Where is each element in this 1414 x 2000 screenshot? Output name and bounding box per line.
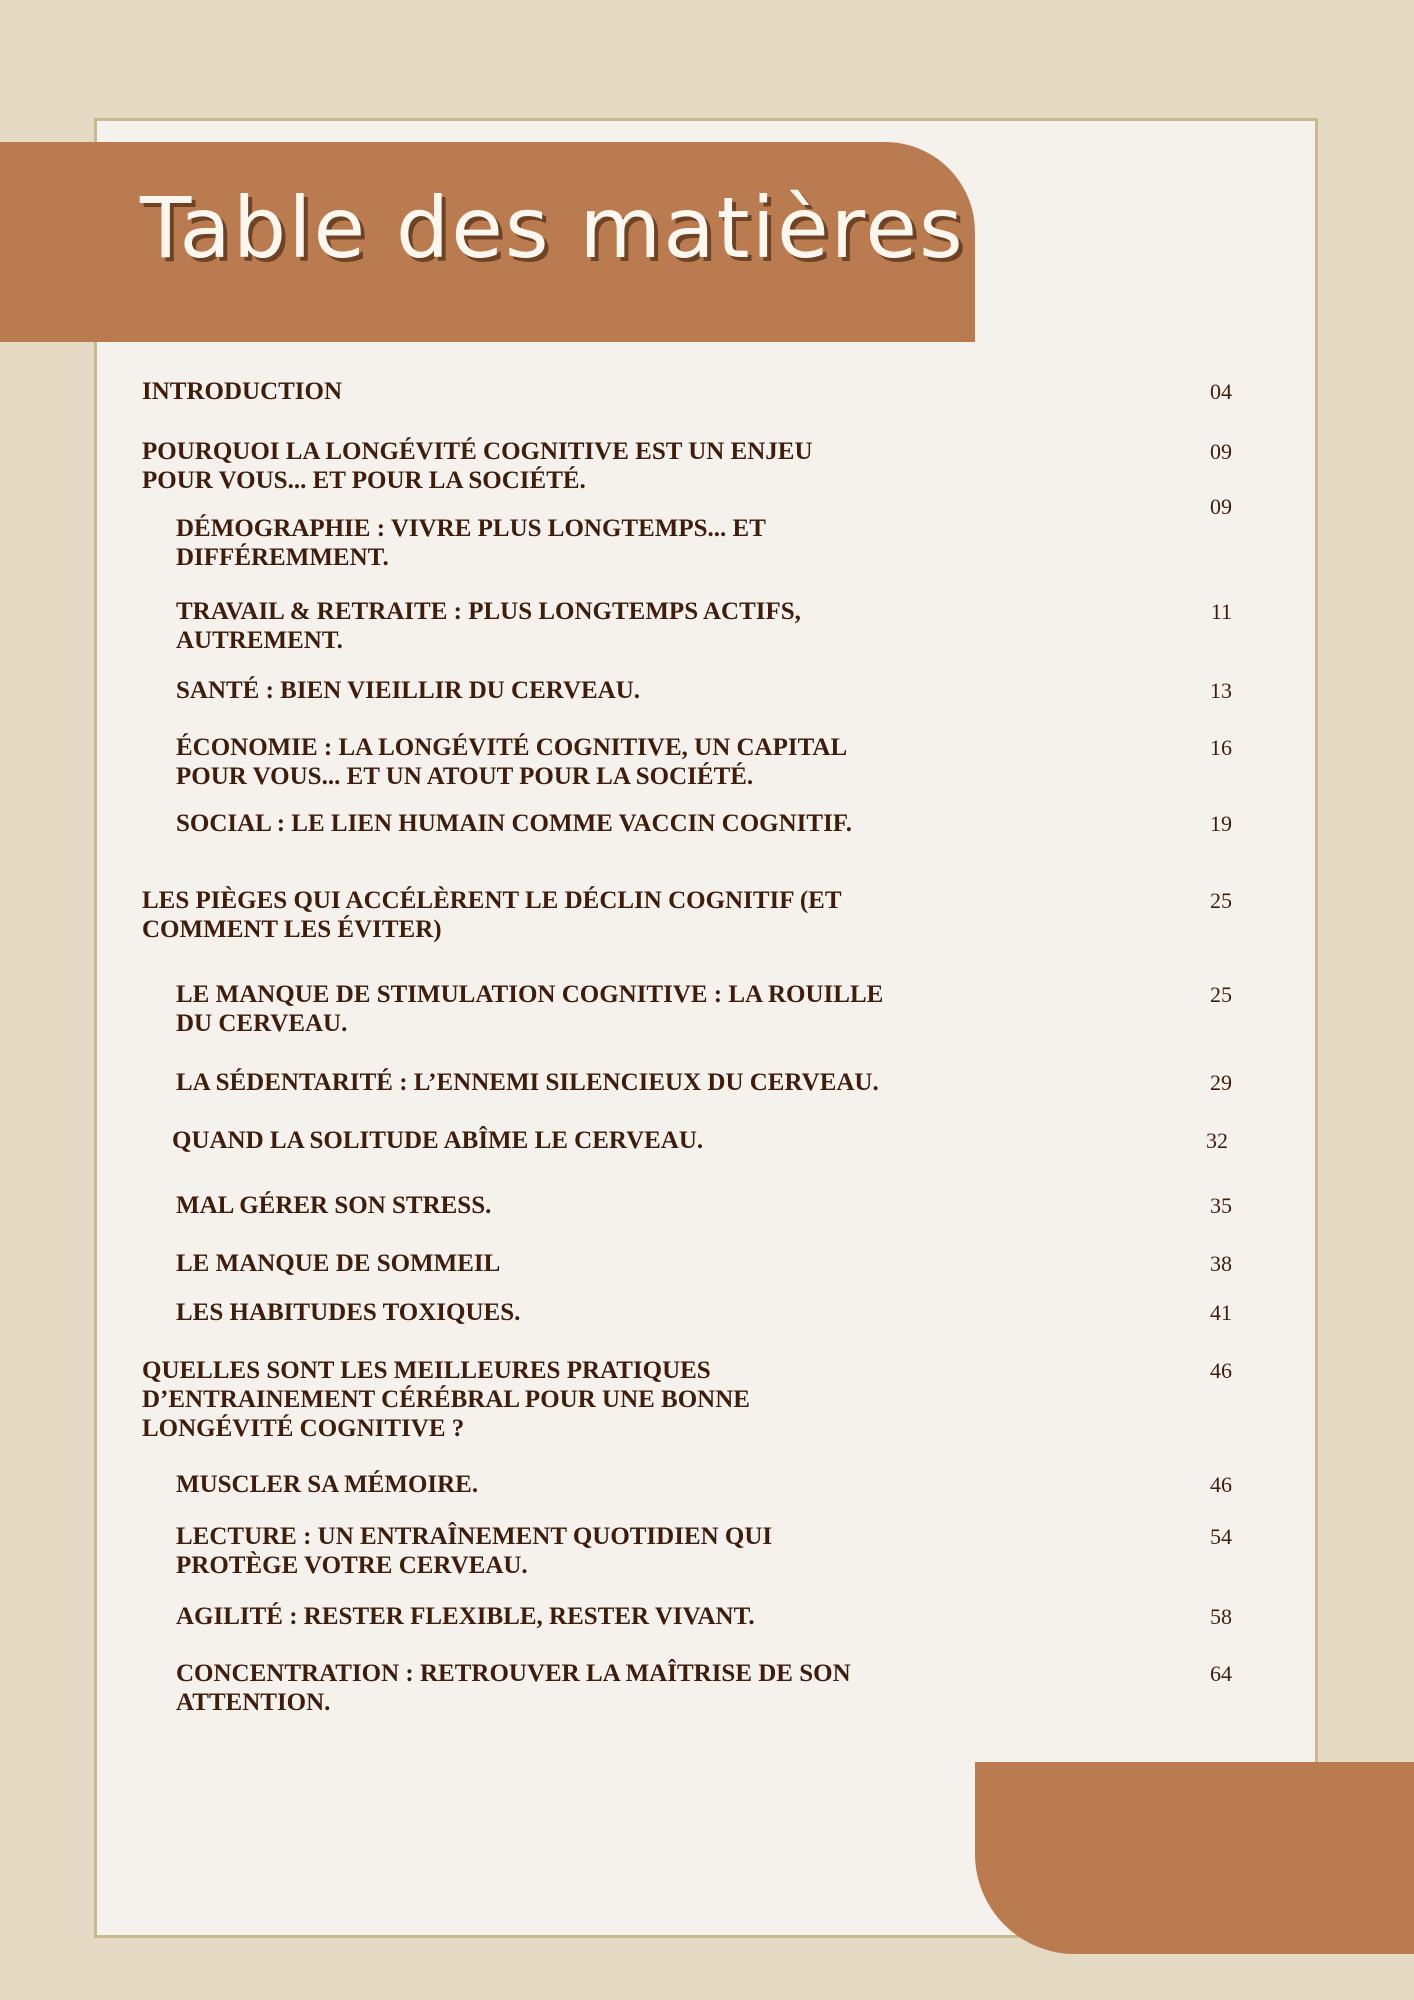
toc-entry-introduction[interactable]: INTRODUCTION: [142, 378, 343, 405]
toc-entry-travail[interactable]: TRAVAIL & RETRAITE : PLUS LONGTEMPS ACTIFS, AUTREMENT.: [176, 598, 801, 654]
toc-page-number: 64: [1210, 1661, 1232, 1686]
toc-page-number: 13: [1210, 678, 1232, 703]
toc-page-number: 11: [1210, 599, 1232, 624]
toc-page-number: 35: [1210, 1193, 1232, 1218]
toc-page-number: 38: [1210, 1251, 1232, 1276]
toc-entry-section-1[interactable]: POURQUOI LA LONGÉVITÉ COGNITIVE EST UN ENJEU POUR VOUS... ET POUR LA SOCIÉTÉ.: [142, 438, 813, 494]
toc-page-number: 25: [1210, 982, 1232, 1007]
toc-entry-economie[interactable]: ÉCONOMIE : LA LONGÉVITÉ COGNITIVE, UN CAPITAL POUR VOUS... ET UN ATOUT POUR LA SOCIÉTÉ.: [176, 734, 848, 790]
toc-entry-memoire[interactable]: MUSCLER SA MÉMOIRE.: [176, 1471, 479, 1498]
toc-page-number: 25: [1210, 888, 1232, 913]
toc-page-number: 46: [1210, 1358, 1232, 1383]
toc-page-number: 29: [1210, 1070, 1232, 1095]
toc-entry-stimulation[interactable]: LE MANQUE DE STIMULATION COGNITIVE : LA ROUILLE DU CERVEAU.: [176, 981, 884, 1037]
toc-entry-sante[interactable]: SANTÉ : BIEN VIEILLIR DU CERVEAU.: [176, 677, 641, 704]
toc-entry-sedentarite[interactable]: LA SÉDENTARITÉ : L’ENNEMI SILENCIEUX DU CERVEAU.: [176, 1069, 879, 1096]
toc-page-number: 19: [1210, 811, 1232, 836]
toc-entry-stress[interactable]: MAL GÉRER SON STRESS.: [176, 1192, 492, 1219]
toc-entry-solitude[interactable]: QUAND LA SOLITUDE ABÎME LE CERVEAU.: [172, 1127, 704, 1154]
toc-entry-section-2[interactable]: LES PIÈGES QUI ACCÉLÈRENT LE DÉCLIN COGNITIF (ET COMMENT LES ÉVITER): [142, 887, 842, 943]
toc-page-number: 04: [1210, 379, 1232, 404]
toc-entry-sommeil[interactable]: LE MANQUE DE SOMMEIL: [176, 1250, 501, 1277]
toc-entry-demographie[interactable]: DÉMOGRAPHIE : VIVRE PLUS LONGTEMPS... ET DIFFÉREMMENT.: [176, 515, 766, 571]
toc-entry-section-3[interactable]: QUELLES SONT LES MEILLEURES PRATIQUES D’ENTRAINEMENT CÉRÉBRAL POUR UNE BONNE LONGÉVITÉ COGNITIVE ?: [142, 1357, 750, 1442]
toc-page-number: 16: [1210, 735, 1232, 760]
toc-page-number: 41: [1210, 1300, 1232, 1325]
toc-page-number: 32: [1206, 1128, 1228, 1153]
toc-page-number: 09: [1210, 494, 1232, 519]
toc-entry-agilite[interactable]: AGILITÉ : RESTER FLEXIBLE, RESTER VIVANT.: [176, 1603, 755, 1630]
toc-page-number: 58: [1210, 1604, 1232, 1629]
toc-page-number: 09: [1210, 439, 1232, 464]
toc-entry-habitudes[interactable]: LES HABITUDES TOXIQUES.: [176, 1299, 521, 1326]
toc-entry-lecture[interactable]: LECTURE : UN ENTRAÎNEMENT QUOTIDIEN QUI PROTÈGE VOTRE CERVEAU.: [176, 1523, 773, 1579]
toc-page-number: 46: [1210, 1472, 1232, 1497]
corner-decoration: [975, 1762, 1414, 1954]
toc-entry-concentration[interactable]: CONCENTRATION : RETROUVER LA MAÎTRISE DE SON ATTENTION.: [176, 1660, 851, 1716]
toc-page-number: 54: [1210, 1524, 1232, 1549]
toc-entry-social[interactable]: SOCIAL : LE LIEN HUMAIN COMME VACCIN COGNITIF.: [176, 810, 853, 837]
page-title: Table des matières: [140, 179, 965, 277]
